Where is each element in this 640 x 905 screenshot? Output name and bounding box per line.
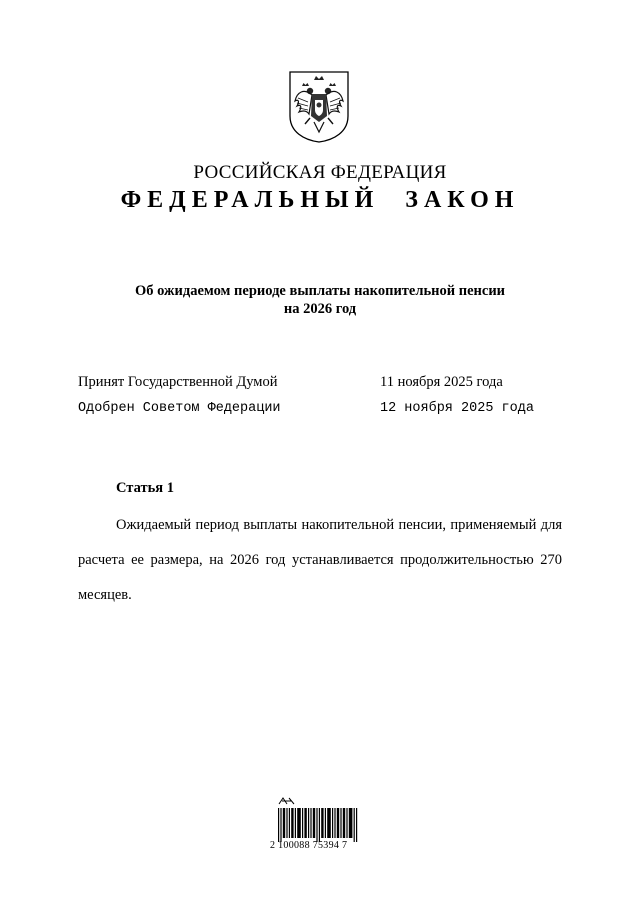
country-heading: РОССИЙСКАЯ ФЕДЕРАЦИЯ: [193, 162, 447, 183]
adoption-date: 11 ноября 2025 года: [380, 374, 503, 390]
law-title: [0, 282, 640, 318]
coat-of-arms-icon: [288, 70, 350, 144]
barcode: [278, 808, 358, 842]
adoption-label: Принят Государственной Думой: [78, 374, 278, 390]
adoption-label: Одобрен Советом Федерации: [78, 401, 281, 416]
article-text: Ожидаемый период выплаты накопительной пенсии, применяемый для расчета ее размера, на 2026 год устанавливается продолжительностью 270 месяцев.: [78, 517, 562, 603]
adoption-date: 12 ноября 2025 года: [380, 401, 534, 416]
law-title-line-1: Об ожидаемом периоде выплаты накопительной пенсии: [134, 283, 506, 299]
article-heading: Статья 1: [116, 480, 174, 496]
document-type-heading: ФЕДЕРАЛЬНЫЙ ЗАКОН: [120, 187, 520, 213]
barcode-number: 2 100088 75394 7: [270, 840, 348, 851]
law-title-line-2: на 2026 год: [283, 301, 357, 317]
publisher-logo-icon: [276, 796, 298, 806]
